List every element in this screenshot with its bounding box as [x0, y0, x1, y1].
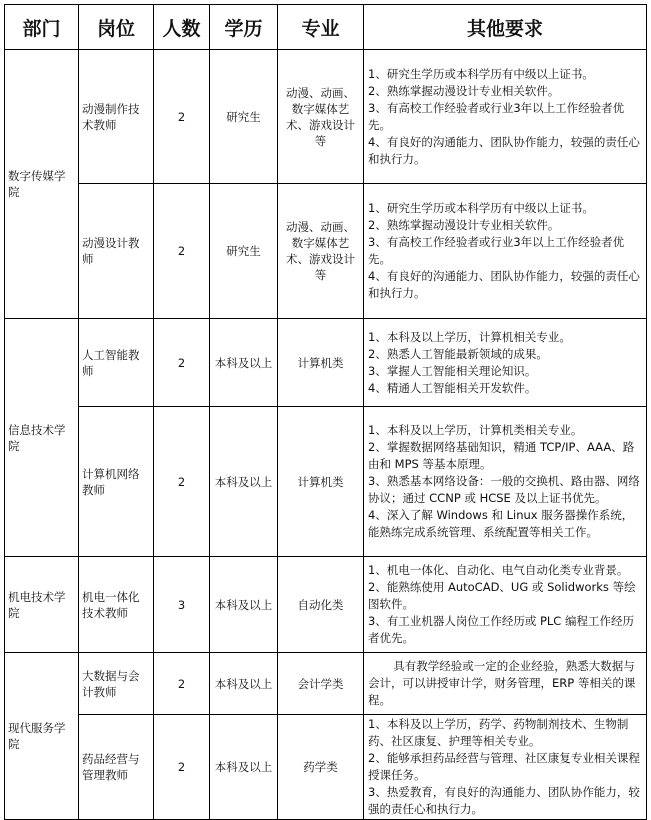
position-cell: 动漫设计教师	[79, 184, 154, 319]
requirement-line: 3、掌握人工智能相关理论知识。	[368, 363, 537, 378]
requirement-line: 2、能够承担药品经营与管理、社区康复专业相关课程授课任务。	[368, 751, 640, 782]
position-cell: 药品经营与管理教师	[79, 715, 154, 820]
requirement-line: 4、深入了解 Windows 和 Linux 服务器操作系统，能熟练完成系统管理、系统配置等相关工作。	[368, 508, 634, 539]
count-cell: 2	[154, 50, 210, 184]
education-cell: 本科及以上	[210, 407, 278, 557]
requirements-cell	[364, 50, 647, 184]
requirement-line: 1、本科及以上学历，计算机相关专业。	[368, 329, 571, 344]
recruitment-table	[4, 4, 647, 820]
position-cell: 计算机网络教师	[79, 407, 154, 557]
count-cell: 2	[154, 184, 210, 319]
major-cell: 会计学类	[278, 653, 364, 715]
requirement-line: 3、有高校工作经验者或行业3年以上工作经验者优先。	[368, 100, 625, 132]
requirement-line: 1、机电一体化、自动化、电气自动化类专业背景。	[368, 563, 629, 577]
major-cell: 动漫、动画、数字媒体艺术、游戏设计等	[278, 50, 364, 184]
header-dept: 部门	[5, 5, 79, 50]
requirements-cell	[364, 557, 647, 653]
education-cell: 研究生	[210, 184, 278, 319]
requirement-line: 3、热爱教育，有良好的沟通能力、团队协作能力，较强的责任心和执行力。	[368, 785, 640, 816]
document-page	[4, 4, 647, 820]
table-row	[5, 319, 647, 407]
table-row	[5, 653, 647, 715]
requirement-line: 4、有良好的沟通能力、团队协作能力，较强的责任心和执行力。	[368, 269, 640, 300]
requirements-cell	[364, 653, 647, 715]
major-cell: 动漫、动画、数字媒体艺术、游戏设计等	[278, 184, 364, 319]
dept-cell: 信息技术学院	[5, 319, 79, 557]
education-cell: 本科及以上	[210, 319, 278, 407]
dept-cell: 数字传媒学院	[5, 50, 79, 319]
education-cell: 本科及以上	[210, 653, 278, 715]
education-cell: 本科及以上	[210, 715, 278, 820]
requirement-line: 2、熟练掌握动漫设计专业相关软件。	[368, 218, 560, 232]
major-cell: 药学类	[278, 715, 364, 820]
header-other-requirements: 其他要求	[364, 5, 647, 50]
position-cell: 动漫制作技术教师	[79, 50, 154, 184]
requirements-cell	[364, 407, 647, 557]
requirement-line: 3、有工业机器人岗位工作经历或 PLC 编程工作经历者优先。	[368, 614, 634, 645]
table-row	[5, 557, 647, 653]
table-row	[5, 715, 647, 820]
header-education: 学历	[210, 5, 278, 50]
table-row	[5, 407, 647, 557]
header-major: 专业	[278, 5, 364, 50]
header-position: 岗位	[79, 5, 154, 50]
requirement-line: 1、本科及以上学历，药学、药物制剂技术、生物制药、社区康复、护理等相关专业。	[368, 717, 629, 748]
requirement-line: 3、有高校工作经验者或行业3年以上工作经验者优先。	[368, 235, 625, 266]
requirement-line: 4、有良好的沟通能力、团队协作能力，较强的责任心和执行力。	[368, 134, 640, 166]
requirements-cell	[364, 715, 647, 820]
education-cell: 本科及以上	[210, 557, 278, 653]
requirements-cell	[364, 184, 647, 319]
header-count: 人数	[154, 5, 210, 50]
requirement-line: 2、掌握数据网络基础知识，精通 TCP/IP、AAA、路由和 MPS 等基本原理。	[368, 440, 635, 471]
major-cell: 计算机类	[278, 407, 364, 557]
requirement-line: 1、研究生学历或本科学历有中级以上证书。	[368, 66, 594, 81]
position-cell: 人工智能教师	[79, 319, 154, 407]
table-row	[5, 50, 647, 184]
count-cell: 2	[154, 319, 210, 407]
requirement-line: 2、熟练掌握动漫设计专业相关软件。	[368, 83, 560, 98]
requirement-line: 2、能熟练使用 AutoCAD、UG 或 Solidworks 等绘图软件。	[368, 580, 636, 611]
count-cell: 2	[154, 653, 210, 715]
requirement-line: 1、研究生学历或本科学历有中级以上证书。	[368, 201, 594, 215]
requirements-cell	[364, 319, 647, 407]
education-cell: 研究生	[210, 50, 278, 184]
requirement-line: 1、本科及以上学历，计算机类相关专业。	[368, 423, 583, 437]
requirement-line: 2、熟悉人工智能最新领域的成果。	[368, 346, 548, 361]
count-cell: 2	[154, 407, 210, 557]
header-row	[5, 5, 647, 50]
position-cell: 大数据与会计教师	[79, 653, 154, 715]
count-cell: 2	[154, 715, 210, 820]
requirement-line: 4、精通人工智能相关开发软件。	[368, 380, 537, 395]
count-cell: 3	[154, 557, 210, 653]
requirement-line: 3、熟悉基本网络设备：一般的交换机、路由器、网络协议；通过 CCNP 或 HCSE 及以上证书优先。	[368, 474, 640, 505]
dept-cell: 机电技术学院	[5, 557, 79, 653]
major-cell: 自动化类	[278, 557, 364, 653]
table-row	[5, 184, 647, 319]
dept-cell: 现代服务学院	[5, 653, 79, 820]
requirement-line: 具有教学经验或一定的企业经验，熟悉大数据与会计，可以讲授审计学，财务管理，ERP 等相关的课程。	[368, 659, 636, 707]
major-cell: 计算机类	[278, 319, 364, 407]
position-cell: 机电一体化技术教师	[79, 557, 154, 653]
